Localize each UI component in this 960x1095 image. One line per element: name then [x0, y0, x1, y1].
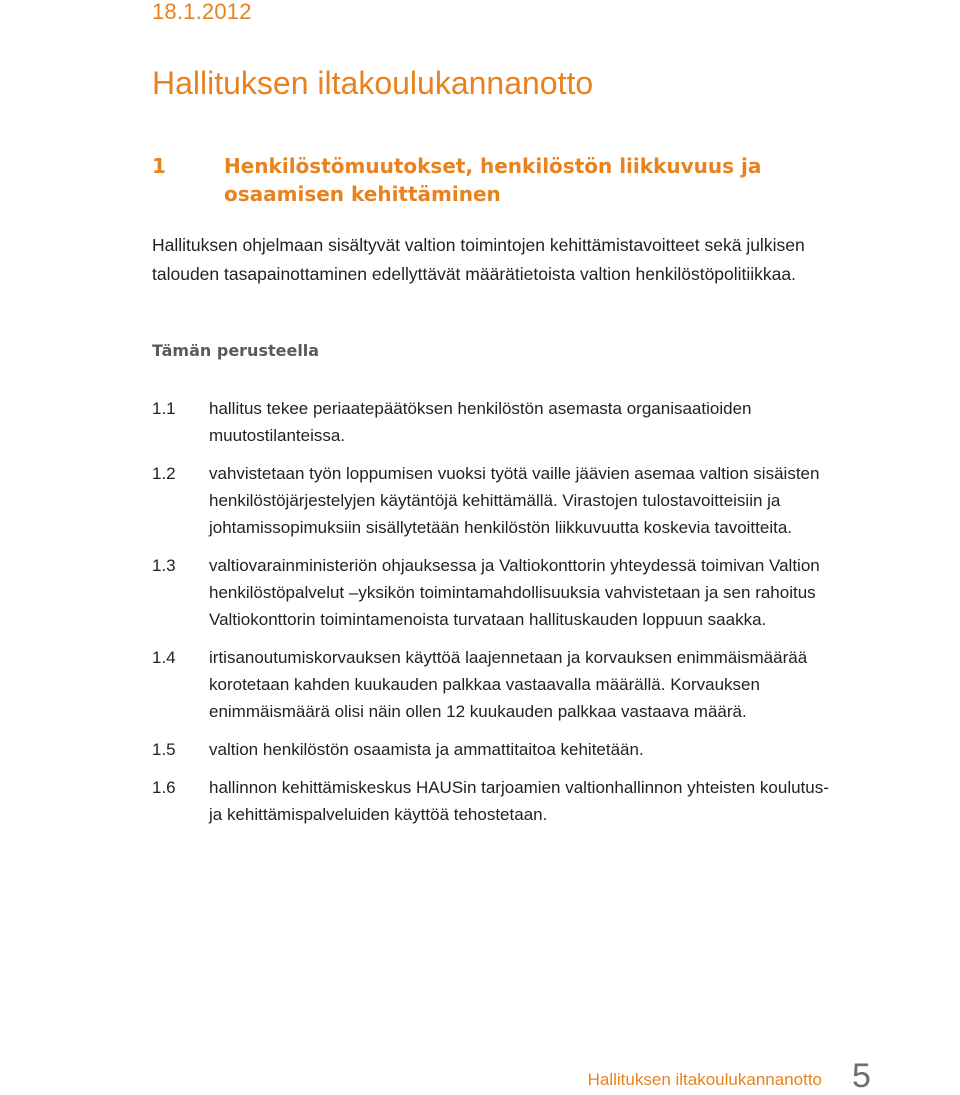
decision-number: 1.2	[152, 464, 176, 483]
decision-item	[152, 395, 842, 449]
section-title: Henkilöstömuutokset, henkilöstön liikkuvuus ja osaamisen kehittäminen	[224, 154, 762, 206]
decision-list	[152, 395, 842, 828]
decision-text: valtion henkilöstön osaamista ja ammattitaitoa kehitetään.	[209, 740, 644, 759]
decision-item	[152, 552, 842, 633]
decision-item	[152, 736, 842, 763]
decision-text: hallinnon kehittämiskeskus HAUSin tarjoamien valtionhallinnon yhteisten koulutus- ja kehittämispalveluiden käyttöä tehostetaan.	[209, 778, 829, 824]
decision-number: 1.3	[152, 556, 176, 575]
basis-subheading: Tämän perusteella	[152, 341, 320, 360]
decision-text: valtiovarainministeriön ohjauksessa ja Valtiokonttorin yhteydessä toimivan Valtion henkilöstöpalvelut –yksikön toimintamahdollisuuksia vahvistetaan ja sen rahoitus Valtiokonttorin toimintamenoista turvataan hallituskauden loppuun saakka.	[209, 556, 820, 629]
decision-item	[152, 774, 842, 828]
decision-number: 1.6	[152, 778, 176, 797]
section-number: 1	[152, 154, 166, 178]
decision-text: vahvistetaan työn loppumisen vuoksi työtä vaille jäävien asemaa valtion sisäisten henkilöstöjärjestelyjen käytäntöjä kehittämällä. Virastojen tulostavoitteisiin ja johtamissopimuksiin sisällytetään henkilöstön liikkuvuutta koskevia tavoitteita.	[209, 464, 820, 537]
decision-item	[152, 460, 842, 541]
decision-number: 1.4	[152, 648, 176, 667]
intro-paragraph: Hallituksen ohjelmaan sisältyvät valtion toimintojen kehittämistavoitteet sekä julkisen talouden tasapainottaminen edellyttävät määrätietoista valtion henkilöstöpolitiikkaa.	[152, 235, 805, 284]
decision-item	[152, 644, 842, 725]
page-number: 5	[852, 1057, 871, 1095]
decision-number: 1.5	[152, 740, 176, 759]
document-date: 18.1.2012	[152, 0, 252, 24]
footer-running-title: Hallituksen iltakoulukannanotto	[587, 1070, 822, 1089]
decision-number: 1.1	[152, 399, 176, 418]
document-title: Hallituksen iltakoulukannanotto	[152, 65, 594, 101]
decision-text: hallitus tekee periaatepäätöksen henkilöstön asemasta organisaatioiden muutostilanteissa.	[209, 399, 752, 445]
section-heading	[152, 152, 872, 208]
decision-text: irtisanoutumiskorvauksen käyttöä laajennetaan ja korvauksen enimmäismäärää korotetaan kahden kuukauden palkkaa vastaavalla määrällä. Korvauksen enimmäismäärä olisi näin ollen 12 kuukauden palkkaa vastaava määrä.	[209, 648, 808, 721]
